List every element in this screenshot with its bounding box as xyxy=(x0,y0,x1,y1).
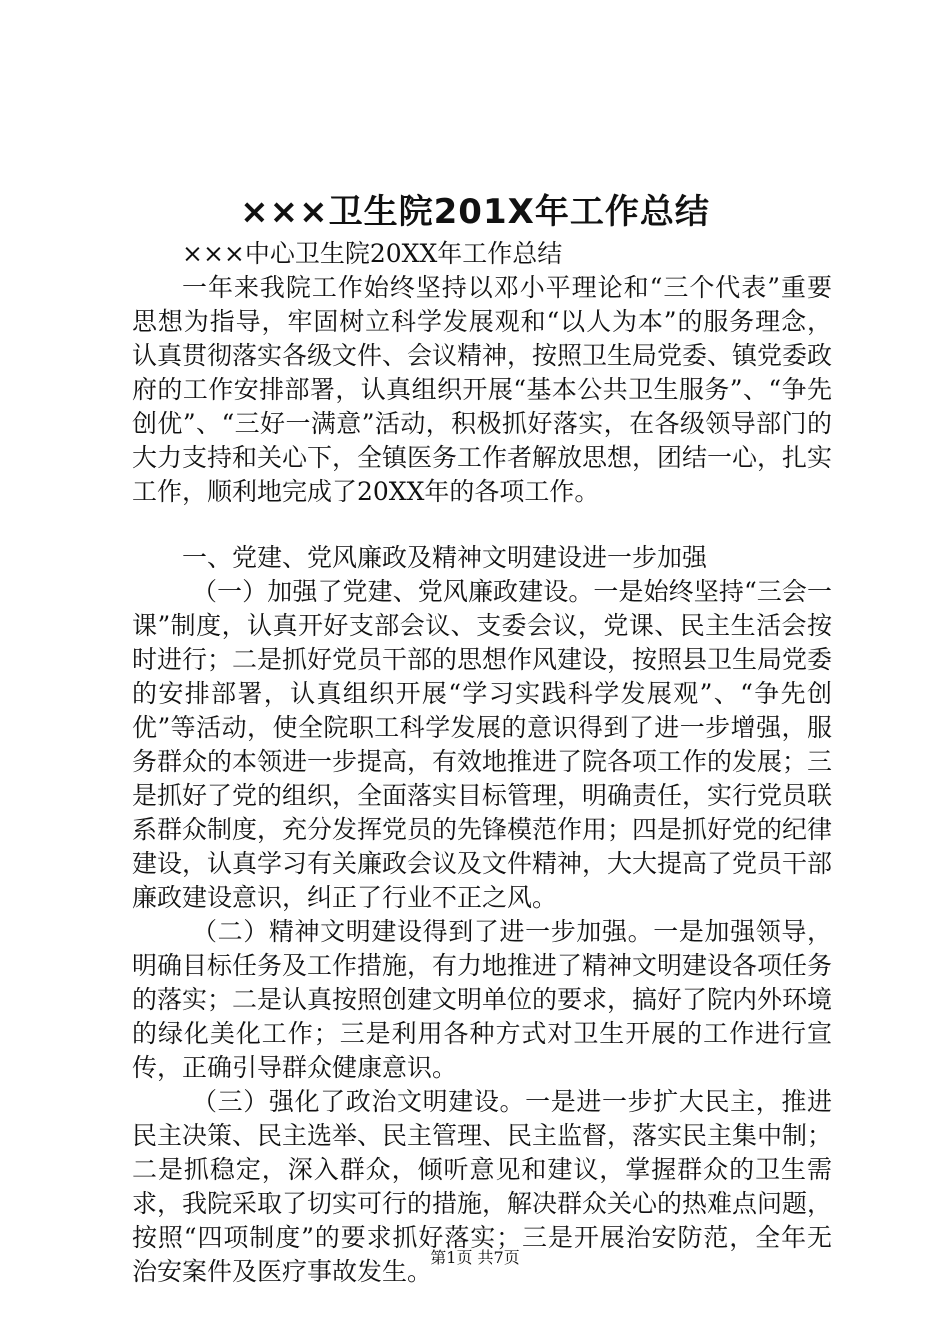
paragraph-gap xyxy=(132,509,832,541)
intro-paragraph: 一年来我院工作始终坚持以邓小平理论和“三个代表”重要思想为指导，牢固树立科学发展观和“以人为本”的服务理念，认真贯彻落实各级文件、会议精神，按照卫生局党委、镇党委政府的工作安排部署，认真组织开展“基本公共卫生服务”、“争先创优”、“三好一满意”活动，积极抓好落实，在各级领导部门的大力支持和关心下，全镇医务工作者解放思想，团结一心，扎实工作，顺利地完成了20XX年的各项工作。 xyxy=(132,273,833,506)
document-body xyxy=(132,237,832,1289)
page-footer: 第1页 共7页 xyxy=(430,1248,520,1267)
section-heading: 一、党建、党风廉政及精神文明建设进一步加强 xyxy=(182,543,708,572)
subtitle: ×××中心卫生院20XX年工作总结 xyxy=(182,239,563,268)
document-title: ×××卫生院201X年工作总结 xyxy=(240,192,710,232)
paragraph-item-2: （二）精神文明建设得到了进一步加强。一是加强领导，明确目标任务及工作措施，有力地推进了精神文明建设各项任务的落实；二是认真按照创建文明单位的要求，搞好了院内外环境的绿化美化工作；三是利用各种方式对卫生开展的工作进行宣传，正确引导群众健康意识。 xyxy=(132,917,833,1082)
paragraph-item-1: （一）加强了党建、党风廉政建设。一是始终坚持“三会一课”制度，认真开好支部会议、支委会议，党课、民主生活会按时进行；二是抓好党员干部的思想作风建设，按照县卫生局党委的安排部署，认真组织开展“学习实践科学发展观”、“争先创优”等活动，使全院职工科学发展的意识得到了进一步增强，服务群众的本领进一步提高，有效地推进了院各项工作的发展；三是抓好了党的组织，全面落实目标管理，明确责任，实行党员联系群众制度，充分发挥党员的先锋模范作用；四是抓好党的纪律建设，认真学习有关廉政会议及文件精神，大大提高了党员干部廉政建设意识，纠正了行业不正之风。 xyxy=(132,577,833,912)
paragraph-item-3: （三）强化了政治文明建设。一是进一步扩大民主，推进民主决策、民主选举、民主管理、民主监督，落实民主集中制；二是抓稳定，深入群众，倾听意见和建议，掌握群众的卫生需求，我院采取了切实可行的措施，解决群众关心的热难点问题，按照“四项制度”的要求抓好落实；三是开展治安防范，全年无治安案件及医疗事故发生。 xyxy=(132,1087,833,1286)
